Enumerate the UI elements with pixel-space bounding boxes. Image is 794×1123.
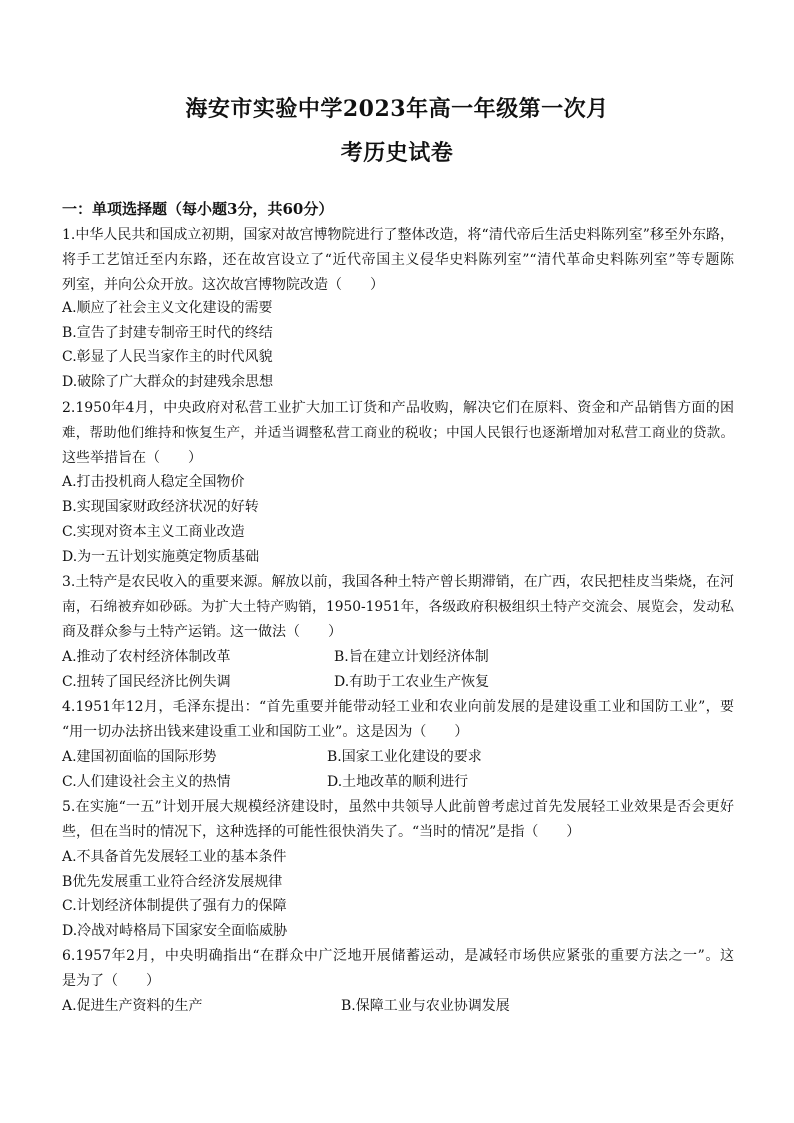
question-stem-line: 这些举措旨在（ ） [62,450,202,466]
question-stem-line: 南，石绵被弃如砂砾。为扩大土特产购销，1950-1951年，各级政府积极组织土特产交流会、展览会，发动私 [62,599,734,615]
question-6-stem [62,944,734,994]
question-4-option-a: A.建国初面临的国际形势 [62,749,217,765]
question-5-option-d: D.冷战对峙格局下国家安全面临威胁 [62,923,288,939]
question-1-option-c: C.彰显了人民当家作主的时代风貌 [62,349,273,365]
question-1-option-b: B.宣告了封建专制帝王时代的终结 [62,325,273,341]
question-5-option-c: C.计划经济体制提供了强有力的保障 [62,898,287,914]
question-stem-line: 6.1957年2月，中央明确指出“在群众中广泛地开展储蓄运动，是减轻市场供应紧张的重要方法之一”。这 [62,948,734,964]
question-2-option-d: D.为一五计划实施奠定物质基础 [62,549,260,565]
question-stem-line: 商及群众参与土特产运销。这一做法（ ） [62,624,342,640]
question-4-option-b: B.国家工业化建设的要求 [327,749,482,765]
exam-title-line-2: 考历史试卷 [340,140,454,166]
question-1-option-d: D.破除了广大群众的封建残余思想 [62,374,274,390]
question-4-option-d: D.土地改革的顺利进行 [327,774,469,790]
question-3-option-b: B.旨在建立计划经济体制 [334,649,489,665]
question-5-option-b: B优先发展重工业符合经济发展规律 [62,874,283,890]
question-2-option-b: B.实现国家财政经济状况的好转 [62,499,259,515]
exam-title-line-1: 海安市实验中学2023年高一年级第一次月 [185,96,609,122]
question-stem-line: 2.1950年4月，中央政府对私营工业扩大加工订货和产品收购，解决它们在原料、资金和产品销售方面的困 [62,400,734,416]
question-stem-line: 些，但在当时的情况下，这种选择的可能性很快消失了。“当时的情况”是指（ ） [62,824,581,840]
question-stem-line: 将手工艺馆迁至内东路，还在故宫设立了“近代帝国主义侵华史料陈列室”“清代革命史料陈列室”等专题陈 [62,252,734,268]
question-2-option-a: A.打击投机商人稳定全国物价 [62,474,245,490]
question-6-option-a: A.促进生产资料的生产 [62,998,203,1014]
question-3-option-d: D.有助于工农业生产恢复 [334,674,490,690]
question-stem-line: 是为了（ ） [62,973,160,989]
question-stem-line: 3.土特产是农民收入的重要来源。解放以前，我国各种土特产曾长期滞销，在广西，农民把桂皮当柴烧，在河 [62,574,734,590]
question-5-stem [62,795,734,845]
question-stem-line: 5.在实施“一五”计划开展大规模经济建设时，虽然中共领导人此前曾考虑过首先发展轻工业效果是否会更好 [62,799,734,815]
question-2-stem [62,396,734,471]
question-2-option-c: C.实现对资本主义工商业改造 [62,524,245,540]
question-stem-line: “用一切办法挤出钱来建设重工业和国防工业”。这是因为（ ） [62,724,469,740]
section-heading: 一：单项选择题（每小题3分，共60分） [62,200,334,218]
question-4-option-c: C.人们建设社会主义的热情 [62,774,231,790]
question-stem-line: 4.1951年12月，毛泽东提出：“首先重要并能带动轻工业和农业向前发展的是建设重工业和国防工业”，要 [62,699,734,715]
question-3-option-c: C.扭转了国民经济比例失调 [62,674,231,690]
question-4-stem [62,695,734,745]
question-stem-line: 列室，并向公众开放。这次故宫博物院改造（ ） [62,277,384,293]
question-3-option-a: A.推动了农村经济体制改革 [62,649,231,665]
question-6-option-b: B.保障工业与农业协调发展 [341,998,510,1014]
question-5-option-a: A.不具备首先发展轻工业的基本条件 [62,849,287,865]
question-stem-line: 1.中华人民共和国成立初期，国家对故宫博物院进行了整体改造，将“清代帝后生活史料陈列室”移至外东路， [62,227,734,243]
question-3-stem [62,570,734,645]
question-1-option-a: A.顺应了社会主义文化建设的需要 [62,300,273,316]
question-1-stem [62,223,734,298]
question-stem-line: 难，帮助他们维持和恢复生产，并适当调整私营工商业的税收；中国人民银行也逐渐增加对私营工商业的贷款。 [62,425,734,441]
